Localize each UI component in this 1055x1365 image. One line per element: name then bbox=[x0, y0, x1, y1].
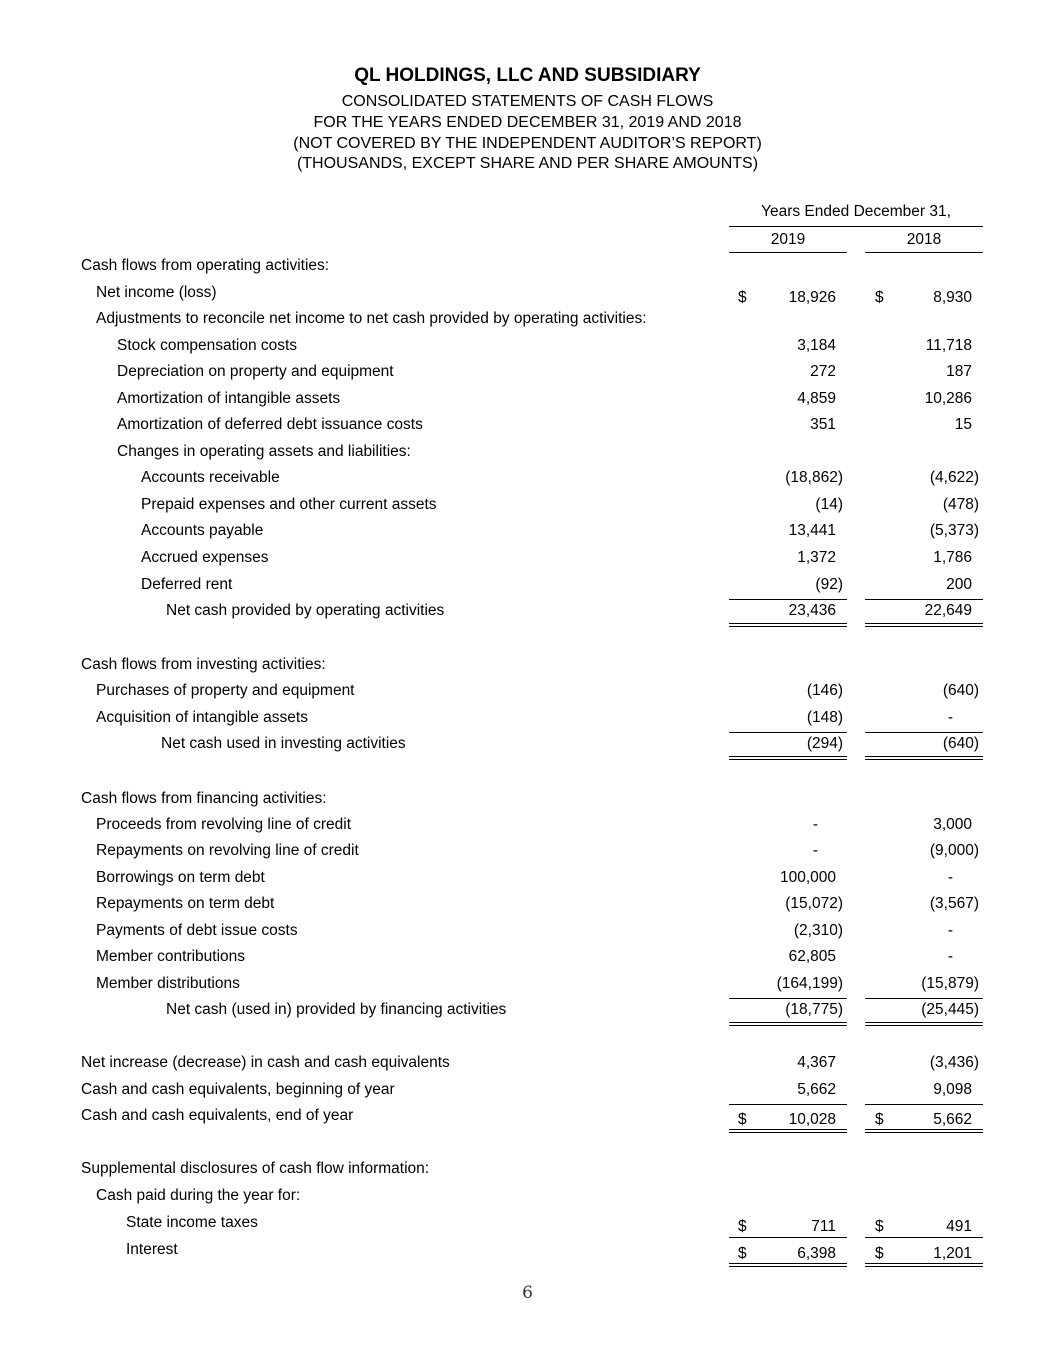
subtotal-rule bbox=[729, 1237, 847, 1238]
value-2018: (15,879) bbox=[921, 975, 979, 992]
table-row bbox=[0, 816, 1055, 840]
table-row bbox=[0, 443, 1055, 467]
total-double-rule bbox=[729, 1129, 847, 1130]
value-2019: (92) bbox=[815, 576, 843, 593]
value-2018: (5,373) bbox=[929, 522, 979, 539]
value-2019: (148) bbox=[806, 709, 843, 726]
row-label: Interest bbox=[126, 1241, 178, 1258]
row-label: Accounts receivable bbox=[141, 469, 280, 486]
value-2018: (478) bbox=[942, 496, 979, 513]
total-double-rule bbox=[729, 1022, 847, 1023]
total-double-rule bbox=[865, 1129, 983, 1130]
total-double-rule bbox=[865, 1266, 983, 1267]
row-label: Amortization of intangible assets bbox=[117, 390, 341, 407]
column-group-rule bbox=[729, 226, 983, 227]
total-double-rule bbox=[729, 756, 847, 757]
total-double-rule bbox=[729, 1266, 847, 1267]
currency-symbol: $ bbox=[875, 1218, 884, 1235]
value-2018: 200 bbox=[946, 576, 972, 593]
table-row bbox=[0, 416, 1055, 440]
row-label: Member distributions bbox=[96, 975, 240, 992]
row-label: Amortization of deferred debt issuance costs bbox=[117, 416, 423, 433]
currency-symbol: $ bbox=[738, 1111, 747, 1128]
value-2019: (15,072) bbox=[785, 895, 843, 912]
table-row bbox=[0, 948, 1055, 972]
value-2018: (640) bbox=[942, 735, 979, 752]
section-heading: Supplemental disclosures of cash flow information: bbox=[81, 1160, 430, 1177]
value-2018: (25,445) bbox=[921, 1001, 979, 1018]
value-2018: 9,098 bbox=[933, 1081, 972, 1098]
table-row bbox=[0, 1187, 1055, 1211]
table-row bbox=[0, 1081, 1055, 1105]
currency-symbol: $ bbox=[875, 1111, 884, 1128]
subtotal-rule bbox=[865, 732, 983, 733]
total-double-rule bbox=[865, 623, 983, 624]
row-label: Proceeds from revolving line of credit bbox=[96, 816, 352, 833]
table-row bbox=[0, 1241, 1055, 1265]
row-label: Cash paid during the year for: bbox=[96, 1187, 301, 1204]
currency-symbol: $ bbox=[875, 1245, 884, 1262]
row-label: Adjustments to reconcile net income to net cash provided by operating activities: bbox=[96, 310, 647, 327]
column-header-2019: 2019 bbox=[770, 231, 806, 248]
row-label: Borrowings on term debt bbox=[96, 869, 265, 886]
value-2018: 10,286 bbox=[924, 390, 972, 407]
total-double-rule bbox=[729, 1025, 847, 1026]
table-row bbox=[0, 682, 1055, 706]
subtotal-rule bbox=[865, 1237, 983, 1238]
section-heading: Cash flows from operating activities: bbox=[81, 257, 330, 274]
total-double-rule bbox=[865, 1132, 983, 1133]
subtotal-rule bbox=[865, 1104, 983, 1105]
subtotal-rule bbox=[729, 998, 847, 999]
row-label: Repayments on term debt bbox=[96, 895, 275, 912]
total-double-rule bbox=[865, 1025, 983, 1026]
total-double-rule bbox=[729, 623, 847, 624]
value-2018: 1,201 bbox=[933, 1245, 972, 1262]
value-2019: 5,662 bbox=[797, 1081, 836, 1098]
value-2018: - bbox=[947, 869, 953, 886]
row-label: Changes in operating assets and liabilities: bbox=[117, 443, 411, 460]
row-label: Stock compensation costs bbox=[117, 337, 298, 354]
value-2018: (3,567) bbox=[929, 895, 979, 912]
currency-symbol: $ bbox=[875, 289, 884, 306]
row-label: Net increase (decrease) in cash and cash equivalents bbox=[81, 1054, 450, 1071]
row-label: Net cash (used in) provided by financing activities bbox=[166, 1001, 507, 1018]
row-label: Cash and cash equivalents, end of year bbox=[81, 1107, 354, 1124]
subtotal-rule bbox=[729, 599, 847, 600]
value-2018: 187 bbox=[946, 363, 972, 380]
table-row bbox=[0, 496, 1055, 520]
value-2019: (2,310) bbox=[793, 922, 843, 939]
row-label: Purchases of property and equipment bbox=[96, 682, 355, 699]
table-row bbox=[0, 1214, 1055, 1238]
table-row bbox=[0, 1107, 1055, 1131]
table-row bbox=[0, 842, 1055, 866]
value-2019: 13,441 bbox=[788, 522, 836, 539]
value-2018: 1,786 bbox=[933, 549, 972, 566]
total-double-rule bbox=[729, 626, 847, 627]
value-2019: 18,926 bbox=[788, 289, 836, 306]
value-2019: 4,859 bbox=[797, 390, 836, 407]
value-2018: - bbox=[947, 922, 953, 939]
table-row bbox=[0, 1160, 1055, 1184]
total-double-rule bbox=[729, 1132, 847, 1133]
column-header-2018: 2018 bbox=[906, 231, 942, 248]
value-2019: (18,775) bbox=[785, 1001, 843, 1018]
value-2019: (14) bbox=[815, 496, 843, 513]
value-2018: - bbox=[947, 948, 953, 965]
table-row bbox=[0, 790, 1055, 814]
table-row bbox=[0, 709, 1055, 733]
currency-symbol: $ bbox=[738, 1218, 747, 1235]
table-row bbox=[0, 1054, 1055, 1078]
value-2018: - bbox=[947, 709, 953, 726]
table-row bbox=[0, 549, 1055, 573]
row-label: Payments of debt issue costs bbox=[96, 922, 298, 939]
column-group-header: Years Ended December 31, bbox=[761, 203, 951, 220]
value-2018: 3,000 bbox=[933, 816, 972, 833]
total-double-rule bbox=[729, 1263, 847, 1264]
value-2019: 23,436 bbox=[788, 602, 836, 619]
value-2018: (4,622) bbox=[929, 469, 979, 486]
subtotal-rule bbox=[729, 732, 847, 733]
value-2018: (3,436) bbox=[929, 1054, 979, 1071]
value-2018: 15 bbox=[954, 416, 972, 433]
row-label: Depreciation on property and equipment bbox=[117, 363, 394, 380]
row-label: Deferred rent bbox=[141, 576, 233, 593]
value-2019: - bbox=[812, 816, 818, 833]
total-double-rule bbox=[865, 1022, 983, 1023]
row-label: Net cash used in investing activities bbox=[161, 735, 406, 752]
row-label: State income taxes bbox=[126, 1214, 258, 1231]
value-2019: 351 bbox=[810, 416, 836, 433]
subtotal-rule bbox=[865, 998, 983, 999]
table-row bbox=[0, 310, 1055, 334]
value-2018: (9,000) bbox=[929, 842, 979, 859]
table-row bbox=[0, 337, 1055, 361]
company-name: QL HOLDINGS, LLC AND SUBSIDIARY bbox=[354, 65, 701, 86]
table-row bbox=[0, 257, 1055, 281]
row-label: Net income (loss) bbox=[96, 284, 217, 301]
units-note: (THOUSANDS, EXCEPT SHARE AND PER SHARE AMOUNTS) bbox=[296, 155, 759, 172]
column-rule-2018 bbox=[865, 252, 983, 253]
row-label: Net cash provided by operating activities bbox=[166, 602, 445, 619]
value-2019: 100,000 bbox=[779, 869, 836, 886]
section-heading: Cash flows from financing activities: bbox=[81, 790, 327, 807]
section-heading: Cash flows from investing activities: bbox=[81, 656, 326, 673]
statement-title: CONSOLIDATED STATEMENTS OF CASH FLOWS bbox=[341, 93, 714, 110]
value-2018: (640) bbox=[942, 682, 979, 699]
table-row bbox=[0, 284, 1055, 308]
total-double-rule bbox=[865, 759, 983, 760]
value-2019: 10,028 bbox=[788, 1111, 836, 1128]
currency-symbol: $ bbox=[738, 289, 747, 306]
column-rule-2019 bbox=[729, 252, 847, 253]
table-row bbox=[0, 922, 1055, 946]
value-2019: (18,862) bbox=[785, 469, 843, 486]
table-row bbox=[0, 975, 1055, 999]
row-label: Member contributions bbox=[96, 948, 246, 965]
value-2019: 6,398 bbox=[797, 1245, 836, 1262]
table-row bbox=[0, 363, 1055, 387]
row-label: Accounts payable bbox=[141, 522, 264, 539]
audit-note: (NOT COVERED BY THE INDEPENDENT AUDITOR’S REPORT) bbox=[293, 135, 762, 152]
row-label: Prepaid expenses and other current assets bbox=[141, 496, 437, 513]
value-2019: 3,184 bbox=[797, 337, 836, 354]
page-number: 6 bbox=[522, 1283, 533, 1303]
value-2019: (294) bbox=[806, 735, 843, 752]
table-row bbox=[0, 522, 1055, 546]
table-row bbox=[0, 469, 1055, 493]
value-2019: 62,805 bbox=[788, 948, 836, 965]
value-2018: 22,649 bbox=[924, 602, 972, 619]
currency-symbol: $ bbox=[738, 1245, 747, 1262]
value-2018: 11,718 bbox=[925, 337, 972, 354]
table-row bbox=[0, 576, 1055, 600]
total-double-rule bbox=[865, 1263, 983, 1264]
value-2018: 8,930 bbox=[933, 289, 972, 306]
table-row bbox=[0, 869, 1055, 893]
row-label: Acquisition of intangible assets bbox=[96, 709, 308, 726]
statement-period: FOR THE YEARS ENDED DECEMBER 31, 2019 AND 2018 bbox=[313, 114, 742, 131]
value-2019: 272 bbox=[810, 363, 836, 380]
row-label: Accrued expenses bbox=[141, 549, 269, 566]
total-double-rule bbox=[729, 759, 847, 760]
row-label: Repayments on revolving line of credit bbox=[96, 842, 359, 859]
subtotal-rule bbox=[865, 599, 983, 600]
total-double-rule bbox=[865, 626, 983, 627]
value-2019: (164,199) bbox=[776, 975, 843, 992]
value-2018: 5,662 bbox=[933, 1111, 972, 1128]
value-2019: 1,372 bbox=[797, 549, 836, 566]
value-2019: 4,367 bbox=[797, 1054, 836, 1071]
total-double-rule bbox=[865, 756, 983, 757]
table-row bbox=[0, 656, 1055, 680]
table-row bbox=[0, 895, 1055, 919]
row-label: Cash and cash equivalents, beginning of year bbox=[81, 1081, 395, 1098]
value-2019: - bbox=[812, 842, 818, 859]
value-2018: 491 bbox=[946, 1218, 972, 1235]
value-2019: 711 bbox=[811, 1218, 836, 1235]
value-2019: (146) bbox=[806, 682, 843, 699]
table-row bbox=[0, 390, 1055, 414]
subtotal-rule bbox=[729, 1104, 847, 1105]
